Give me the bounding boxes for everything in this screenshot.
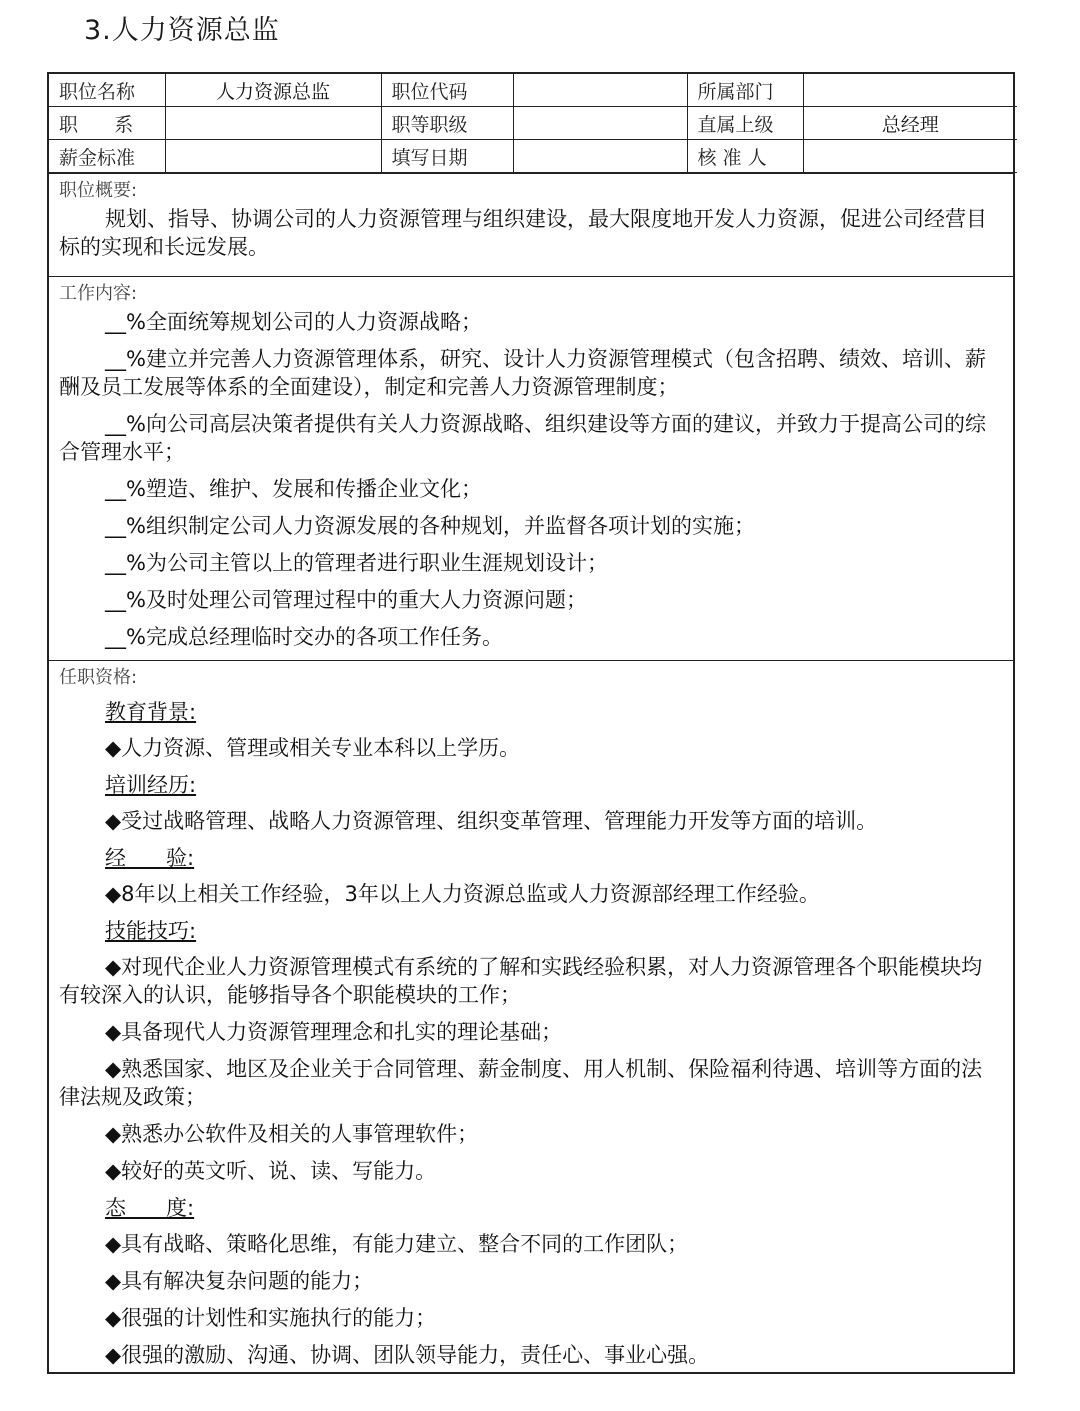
- work-item: __%组织制定公司人力资源发展的各种规划，并监督各项计划的实施；: [105, 514, 755, 538]
- salary-value: [165, 140, 381, 173]
- header-table: [49, 74, 1017, 173]
- education-item: ◆人力资源、管理或相关专业本科以上学历。: [105, 736, 521, 760]
- approver-label: 核 准 人: [687, 140, 803, 173]
- work-item: __%向公司高层决策者提供有关人力资源战略、组织建设等方面的建议，并致力于提高公司的综合管理水平；: [59, 412, 986, 464]
- work-label: 工作内容:: [59, 283, 138, 304]
- attitude-item: ◆很强的计划性和实施执行的能力；: [105, 1306, 437, 1330]
- position-name-label: 职位名称: [49, 74, 165, 107]
- work-item: __%及时处理公司管理过程中的重大人力资源问题；: [105, 588, 587, 612]
- position-code-value: [513, 74, 687, 107]
- work-item: __%全面统筹规划公司的人力资源战略；: [105, 310, 482, 334]
- job-family-label: 职 系: [49, 107, 165, 140]
- header-row: [49, 107, 1017, 140]
- work-item: __%为公司主管以上的管理者进行职业生涯规划设计；: [105, 551, 608, 575]
- skills-item: ◆熟悉国家、地区及企业关于合同管理、薪金制度、用人机制、保险福利待遇、培训等方面的法律法规及政策；: [59, 1057, 983, 1109]
- page-title: 3.人力资源总监: [84, 15, 280, 46]
- attitude-heading: 态 度:: [105, 1196, 195, 1220]
- skills-item: ◆熟悉办公软件及相关的人事管理软件；: [105, 1122, 479, 1146]
- work-item: __%完成总经理临时交办的各项工作任务。: [105, 625, 503, 649]
- job-description-form: [47, 72, 1015, 1374]
- header-row: [49, 140, 1017, 173]
- supervisor-label: 直属上级: [687, 107, 803, 140]
- work-item: __%建立并完善人力资源管理体系，研究、设计人力资源管理模式（包含招聘、绩效、培训、薪酬及员工发展等体系的全面建设），制定和完善人力资源管理制度；: [59, 347, 986, 399]
- experience-heading: 经 验:: [105, 846, 195, 870]
- supervisor-value: 总经理: [803, 107, 1017, 140]
- fill-date-value: [513, 140, 687, 173]
- position-name-value: 人力资源总监: [165, 74, 381, 107]
- training-item: ◆受过战略管理、战略人力资源管理、组织变革管理、管理能力开发等方面的培训。: [105, 809, 878, 833]
- attitude-item: ◆具有解决复杂问题的能力；: [105, 1269, 374, 1293]
- training-heading: 培训经历:: [105, 773, 197, 797]
- department-value: [803, 74, 1017, 107]
- position-code-label: 职位代码: [381, 74, 513, 107]
- skills-heading: 技能技巧:: [105, 919, 197, 943]
- department-label: 所属部门: [687, 74, 803, 107]
- grade-value: [513, 107, 687, 140]
- qualifications-label: 任职资格:: [59, 667, 138, 688]
- salary-label: 薪金标准: [49, 140, 165, 173]
- education-heading: 教育背景:: [105, 700, 197, 724]
- summary-section: [49, 173, 1013, 276]
- summary-label: 职位概要:: [59, 180, 138, 201]
- approver-value: [803, 140, 1017, 173]
- job-family-value: [165, 107, 381, 140]
- work-item: __%塑造、维护、发展和传播企业文化；: [105, 477, 482, 501]
- work-section: [49, 276, 1013, 660]
- summary-text: 规划、指导、协调公司的人力资源管理与组织建设，最大限度地开发人力资源，促进公司经营目标的实现和长远发展。: [59, 207, 987, 259]
- grade-label: 职等职级: [381, 107, 513, 140]
- fill-date-label: 填写日期: [381, 140, 513, 173]
- attitude-item: ◆具有战略、策略化思维，有能力建立、整合不同的工作团队；: [105, 1232, 689, 1256]
- experience-item: ◆8年以上相关工作经验，3年以上人力资源总监或人力资源部经理工作经验。: [105, 882, 820, 906]
- skills-item: ◆具备现代人力资源管理理念和扎实的理论基础；: [105, 1020, 563, 1044]
- skills-item: ◆对现代企业人力资源管理模式有系统的了解和实践经验积累，对人力资源管理各个职能模块均有较深入的认识，能够指导各个职能模块的工作；: [59, 955, 983, 1007]
- header-row: [49, 74, 1017, 107]
- skills-item: ◆较好的英文听、说、读、写能力。: [105, 1159, 437, 1183]
- attitude-item: ◆很强的激励、沟通、协调、团队领导能力，责任心、事业心强。: [105, 1343, 710, 1367]
- qualifications-section: [49, 660, 1013, 1384]
